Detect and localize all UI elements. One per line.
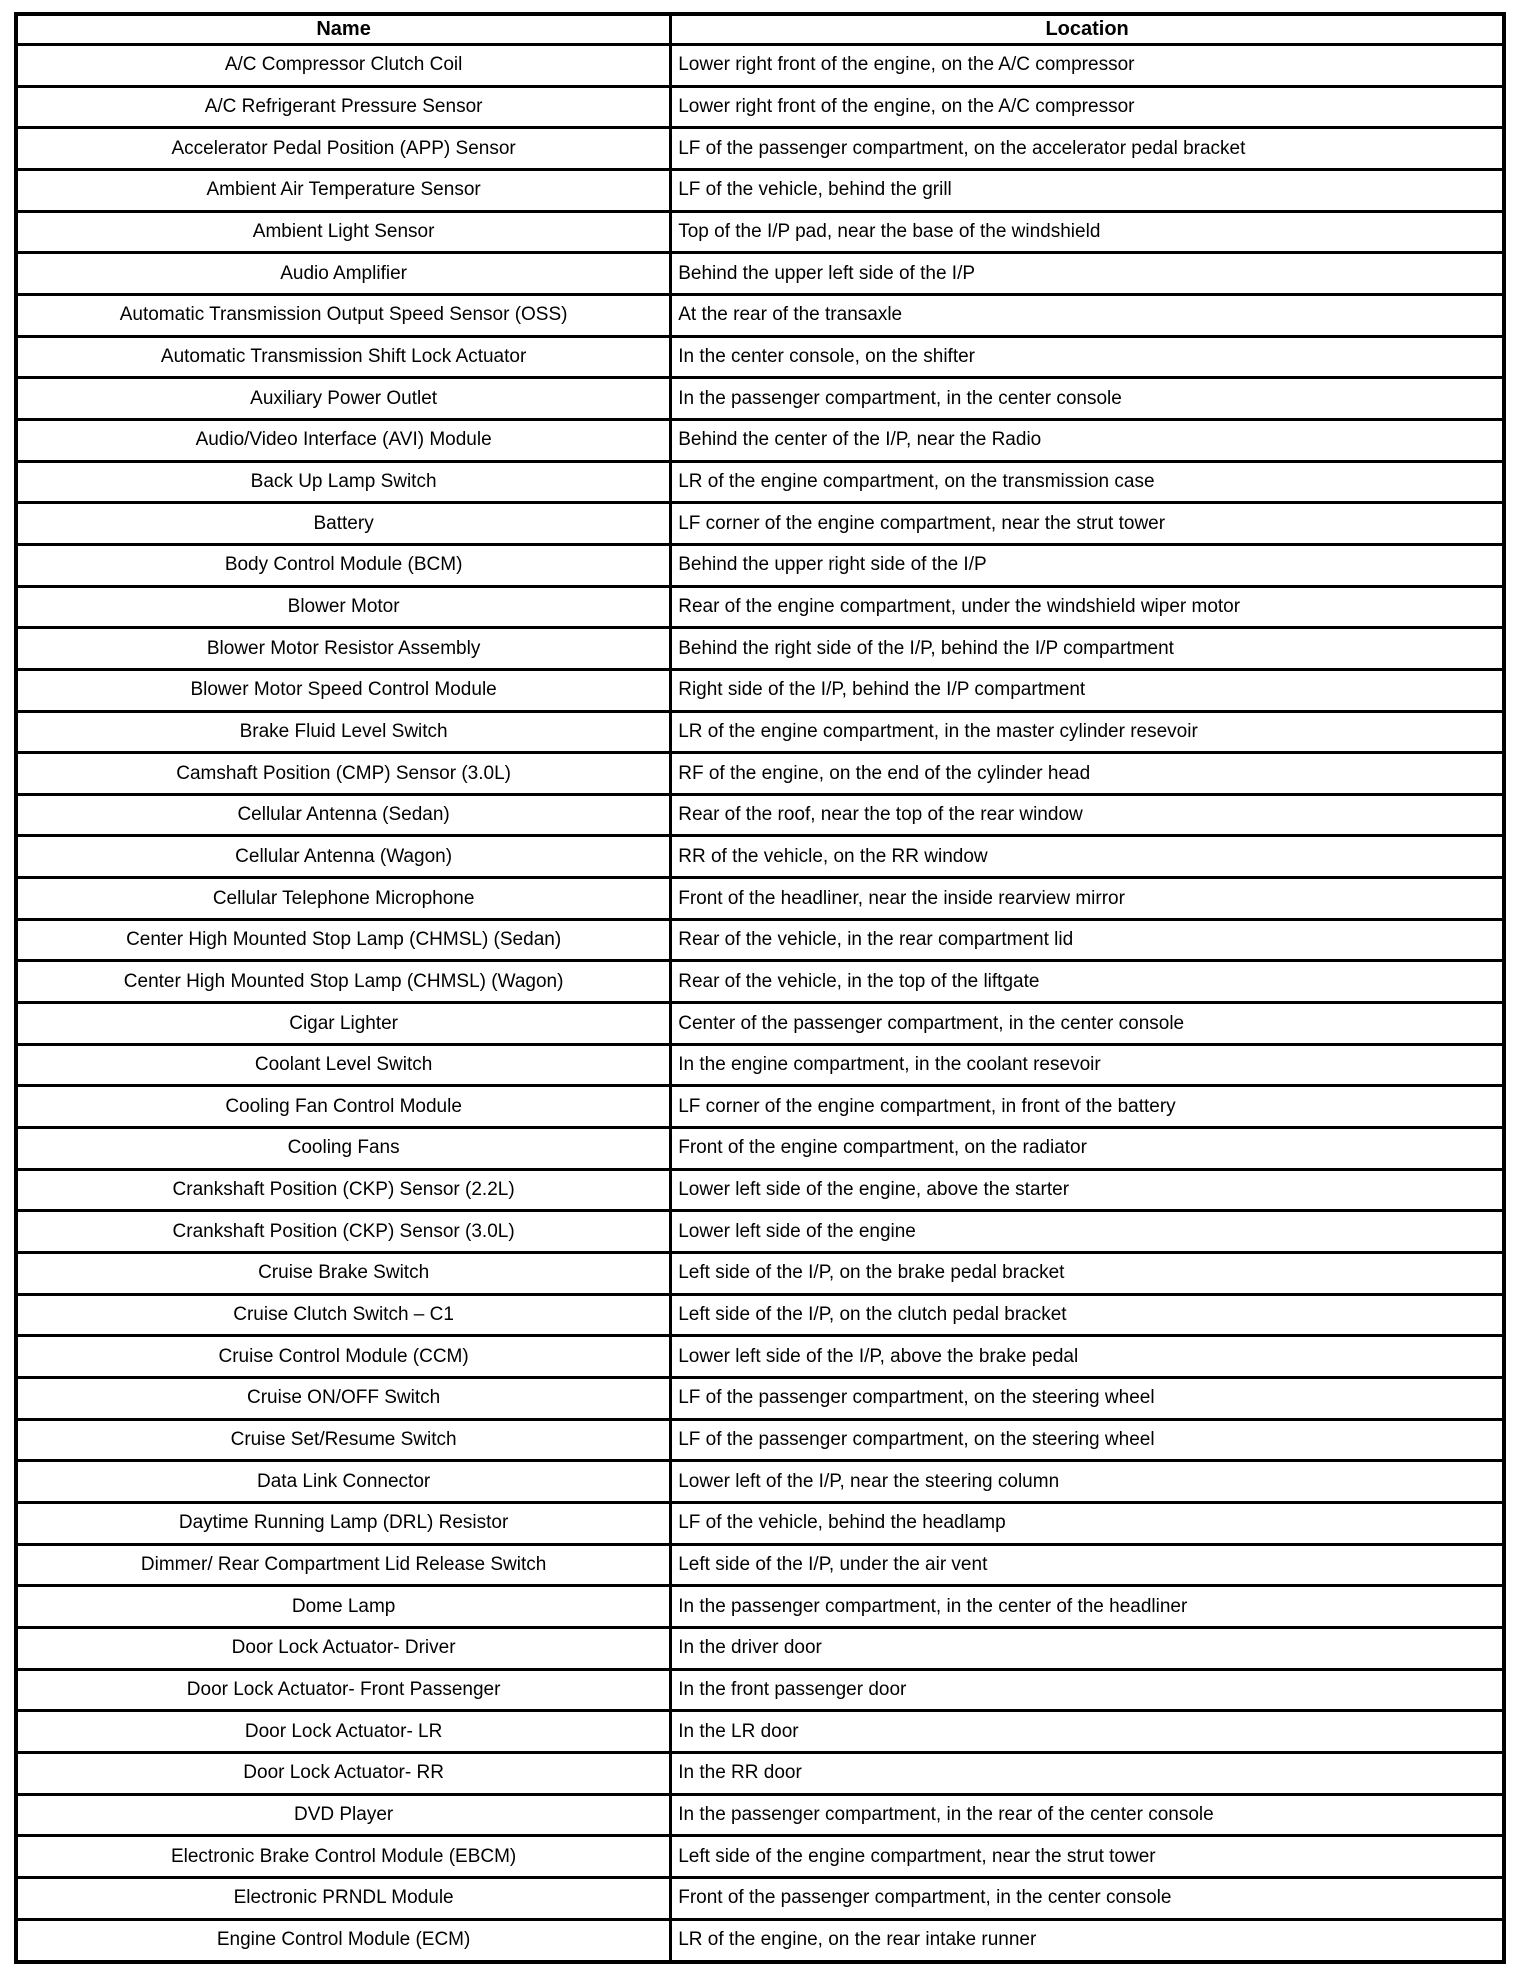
location-cell: Left side of the engine compartment, near the strut tower xyxy=(671,1836,1504,1878)
name-cell: Camshaft Position (CMP) Sensor (3.0L) xyxy=(16,753,671,795)
table-row xyxy=(16,1253,1504,1295)
name-cell: Cellular Telephone Microphone xyxy=(16,878,671,920)
table-row xyxy=(16,628,1504,670)
name-cell: Daytime Running Lamp (DRL) Resistor xyxy=(16,1502,671,1544)
table-body xyxy=(16,45,1504,1963)
location-cell: In the passenger compartment, in the rear of the center console xyxy=(671,1794,1504,1836)
table-row xyxy=(16,961,1504,1003)
location-cell: LF of the passenger compartment, on the steering wheel xyxy=(671,1419,1504,1461)
name-cell: Center High Mounted Stop Lamp (CHMSL) (Sedan) xyxy=(16,919,671,961)
name-column-header: Name xyxy=(16,14,671,45)
location-cell: Front of the passenger compartment, in the center console xyxy=(671,1877,1504,1919)
table-row xyxy=(16,1378,1504,1420)
table-row xyxy=(16,919,1504,961)
name-cell: Brake Fluid Level Switch xyxy=(16,711,671,753)
name-cell: Blower Motor Speed Control Module xyxy=(16,669,671,711)
table-row xyxy=(16,1711,1504,1753)
table-row xyxy=(16,503,1504,545)
table-row xyxy=(16,253,1504,295)
name-cell: Dome Lamp xyxy=(16,1586,671,1628)
table-row xyxy=(16,836,1504,878)
name-cell: Blower Motor xyxy=(16,586,671,628)
name-cell: Ambient Air Temperature Sensor xyxy=(16,169,671,211)
name-cell: Crankshaft Position (CKP) Sensor (3.0L) xyxy=(16,1211,671,1253)
name-cell: DVD Player xyxy=(16,1794,671,1836)
table-header xyxy=(16,14,1504,45)
location-cell: Front of the engine compartment, on the radiator xyxy=(671,1128,1504,1170)
name-cell: Center High Mounted Stop Lamp (CHMSL) (Wagon) xyxy=(16,961,671,1003)
name-cell: Cruise Control Module (CCM) xyxy=(16,1336,671,1378)
table-row xyxy=(16,211,1504,253)
location-cell: At the rear of the transaxle xyxy=(671,294,1504,336)
table-row xyxy=(16,1586,1504,1628)
table-row xyxy=(16,586,1504,628)
location-cell: Top of the I/P pad, near the base of the windshield xyxy=(671,211,1504,253)
location-cell: In the passenger compartment, in the center of the headliner xyxy=(671,1586,1504,1628)
location-column-header: Location xyxy=(671,14,1504,45)
table-row xyxy=(16,169,1504,211)
location-cell: RF of the engine, on the end of the cylinder head xyxy=(671,753,1504,795)
table-row xyxy=(16,878,1504,920)
location-cell: In the passenger compartment, in the center console xyxy=(671,378,1504,420)
location-cell: In the engine compartment, in the coolant resevoir xyxy=(671,1044,1504,1086)
location-cell: LR of the engine compartment, in the master cylinder resevoir xyxy=(671,711,1504,753)
name-cell: Audio Amplifier xyxy=(16,253,671,295)
location-cell: RR of the vehicle, on the RR window xyxy=(671,836,1504,878)
location-cell: Lower right front of the engine, on the A/C compressor xyxy=(671,45,1504,87)
table-row xyxy=(16,1752,1504,1794)
name-cell: Blower Motor Resistor Assembly xyxy=(16,628,671,670)
table-row xyxy=(16,1211,1504,1253)
table-row xyxy=(16,1836,1504,1878)
location-cell: Rear of the vehicle, in the top of the liftgate xyxy=(671,961,1504,1003)
location-cell: Right side of the I/P, behind the I/P compartment xyxy=(671,669,1504,711)
name-cell: Audio/Video Interface (AVI) Module xyxy=(16,419,671,461)
table-row xyxy=(16,544,1504,586)
name-cell: Auxiliary Power Outlet xyxy=(16,378,671,420)
location-cell: Lower left side of the engine xyxy=(671,1211,1504,1253)
table-row xyxy=(16,753,1504,795)
table-row xyxy=(16,378,1504,420)
name-cell: Cigar Lighter xyxy=(16,1003,671,1045)
name-cell: Electronic PRNDL Module xyxy=(16,1877,671,1919)
table-row xyxy=(16,86,1504,128)
table-row xyxy=(16,1003,1504,1045)
name-cell: Cooling Fan Control Module xyxy=(16,1086,671,1128)
location-cell: Rear of the engine compartment, under the windshield wiper motor xyxy=(671,586,1504,628)
name-cell: Engine Control Module (ECM) xyxy=(16,1919,671,1962)
table-row xyxy=(16,1669,1504,1711)
table-row xyxy=(16,1336,1504,1378)
name-cell: Door Lock Actuator- RR xyxy=(16,1752,671,1794)
name-cell: Cellular Antenna (Sedan) xyxy=(16,794,671,836)
name-cell: Coolant Level Switch xyxy=(16,1044,671,1086)
name-cell: Ambient Light Sensor xyxy=(16,211,671,253)
table-row xyxy=(16,1627,1504,1669)
name-cell: Body Control Module (BCM) xyxy=(16,544,671,586)
location-cell: In the driver door xyxy=(671,1627,1504,1669)
name-cell: Electronic Brake Control Module (EBCM) xyxy=(16,1836,671,1878)
location-cell: LF of the passenger compartment, on the steering wheel xyxy=(671,1378,1504,1420)
table-row xyxy=(16,294,1504,336)
table-row xyxy=(16,336,1504,378)
location-cell: Left side of the I/P, on the brake pedal bracket xyxy=(671,1253,1504,1295)
location-cell: Lower left side of the I/P, above the brake pedal xyxy=(671,1336,1504,1378)
name-cell: A/C Refrigerant Pressure Sensor xyxy=(16,86,671,128)
table-row xyxy=(16,1044,1504,1086)
name-cell: Battery xyxy=(16,503,671,545)
table-row xyxy=(16,1128,1504,1170)
table-row xyxy=(16,1294,1504,1336)
table-row xyxy=(16,669,1504,711)
name-cell: Cellular Antenna (Wagon) xyxy=(16,836,671,878)
table-row xyxy=(16,419,1504,461)
name-cell: Door Lock Actuator- LR xyxy=(16,1711,671,1753)
name-cell: Door Lock Actuator- Driver xyxy=(16,1627,671,1669)
location-cell: Front of the headliner, near the inside rearview mirror xyxy=(671,878,1504,920)
location-cell: LR of the engine, on the rear intake runner xyxy=(671,1919,1504,1962)
location-cell: Left side of the I/P, under the air vent xyxy=(671,1544,1504,1586)
location-cell: LF corner of the engine compartment, in front of the battery xyxy=(671,1086,1504,1128)
location-cell: Center of the passenger compartment, in the center console xyxy=(671,1003,1504,1045)
location-cell: In the LR door xyxy=(671,1711,1504,1753)
location-cell: LF of the vehicle, behind the grill xyxy=(671,169,1504,211)
location-cell: In the RR door xyxy=(671,1752,1504,1794)
table-row xyxy=(16,128,1504,170)
location-cell: LF of the vehicle, behind the headlamp xyxy=(671,1502,1504,1544)
table-row xyxy=(16,711,1504,753)
location-cell: Lower left side of the engine, above the starter xyxy=(671,1169,1504,1211)
table-row xyxy=(16,45,1504,87)
location-cell: Rear of the roof, near the top of the rear window xyxy=(671,794,1504,836)
table-row xyxy=(16,1461,1504,1503)
location-cell: Behind the right side of the I/P, behind the I/P compartment xyxy=(671,628,1504,670)
table-row xyxy=(16,1544,1504,1586)
location-cell: In the front passenger door xyxy=(671,1669,1504,1711)
header-row xyxy=(16,14,1504,45)
table-row xyxy=(16,1419,1504,1461)
location-cell: LF corner of the engine compartment, near the strut tower xyxy=(671,503,1504,545)
location-cell: LF of the passenger compartment, on the accelerator pedal bracket xyxy=(671,128,1504,170)
table-row xyxy=(16,461,1504,503)
location-cell: Lower right front of the engine, on the A/C compressor xyxy=(671,86,1504,128)
table-row xyxy=(16,1086,1504,1128)
name-cell: Data Link Connector xyxy=(16,1461,671,1503)
location-cell: Lower left of the I/P, near the steering column xyxy=(671,1461,1504,1503)
name-cell: Cooling Fans xyxy=(16,1128,671,1170)
location-cell: Left side of the I/P, on the clutch pedal bracket xyxy=(671,1294,1504,1336)
name-cell: Cruise Set/Resume Switch xyxy=(16,1419,671,1461)
table-row xyxy=(16,1877,1504,1919)
name-cell: Door Lock Actuator- Front Passenger xyxy=(16,1669,671,1711)
name-cell: Cruise Brake Switch xyxy=(16,1253,671,1295)
name-cell: Automatic Transmission Output Speed Sensor (OSS) xyxy=(16,294,671,336)
location-cell: In the center console, on the shifter xyxy=(671,336,1504,378)
table-row xyxy=(16,1794,1504,1836)
name-cell: Dimmer/ Rear Compartment Lid Release Switch xyxy=(16,1544,671,1586)
name-cell: Cruise ON/OFF Switch xyxy=(16,1378,671,1420)
location-cell: LR of the engine compartment, on the transmission case xyxy=(671,461,1504,503)
component-location-table xyxy=(14,12,1506,1964)
name-cell: Back Up Lamp Switch xyxy=(16,461,671,503)
location-cell: Rear of the vehicle, in the rear compartment lid xyxy=(671,919,1504,961)
table-row xyxy=(16,1919,1504,1962)
table-row xyxy=(16,1169,1504,1211)
table-row xyxy=(16,1502,1504,1544)
location-cell: Behind the center of the I/P, near the Radio xyxy=(671,419,1504,461)
location-cell: Behind the upper left side of the I/P xyxy=(671,253,1504,295)
location-cell: Behind the upper right side of the I/P xyxy=(671,544,1504,586)
name-cell: Crankshaft Position (CKP) Sensor (2.2L) xyxy=(16,1169,671,1211)
name-cell: A/C Compressor Clutch Coil xyxy=(16,45,671,87)
name-cell: Automatic Transmission Shift Lock Actuator xyxy=(16,336,671,378)
name-cell: Accelerator Pedal Position (APP) Sensor xyxy=(16,128,671,170)
table-row xyxy=(16,794,1504,836)
name-cell: Cruise Clutch Switch – C1 xyxy=(16,1294,671,1336)
